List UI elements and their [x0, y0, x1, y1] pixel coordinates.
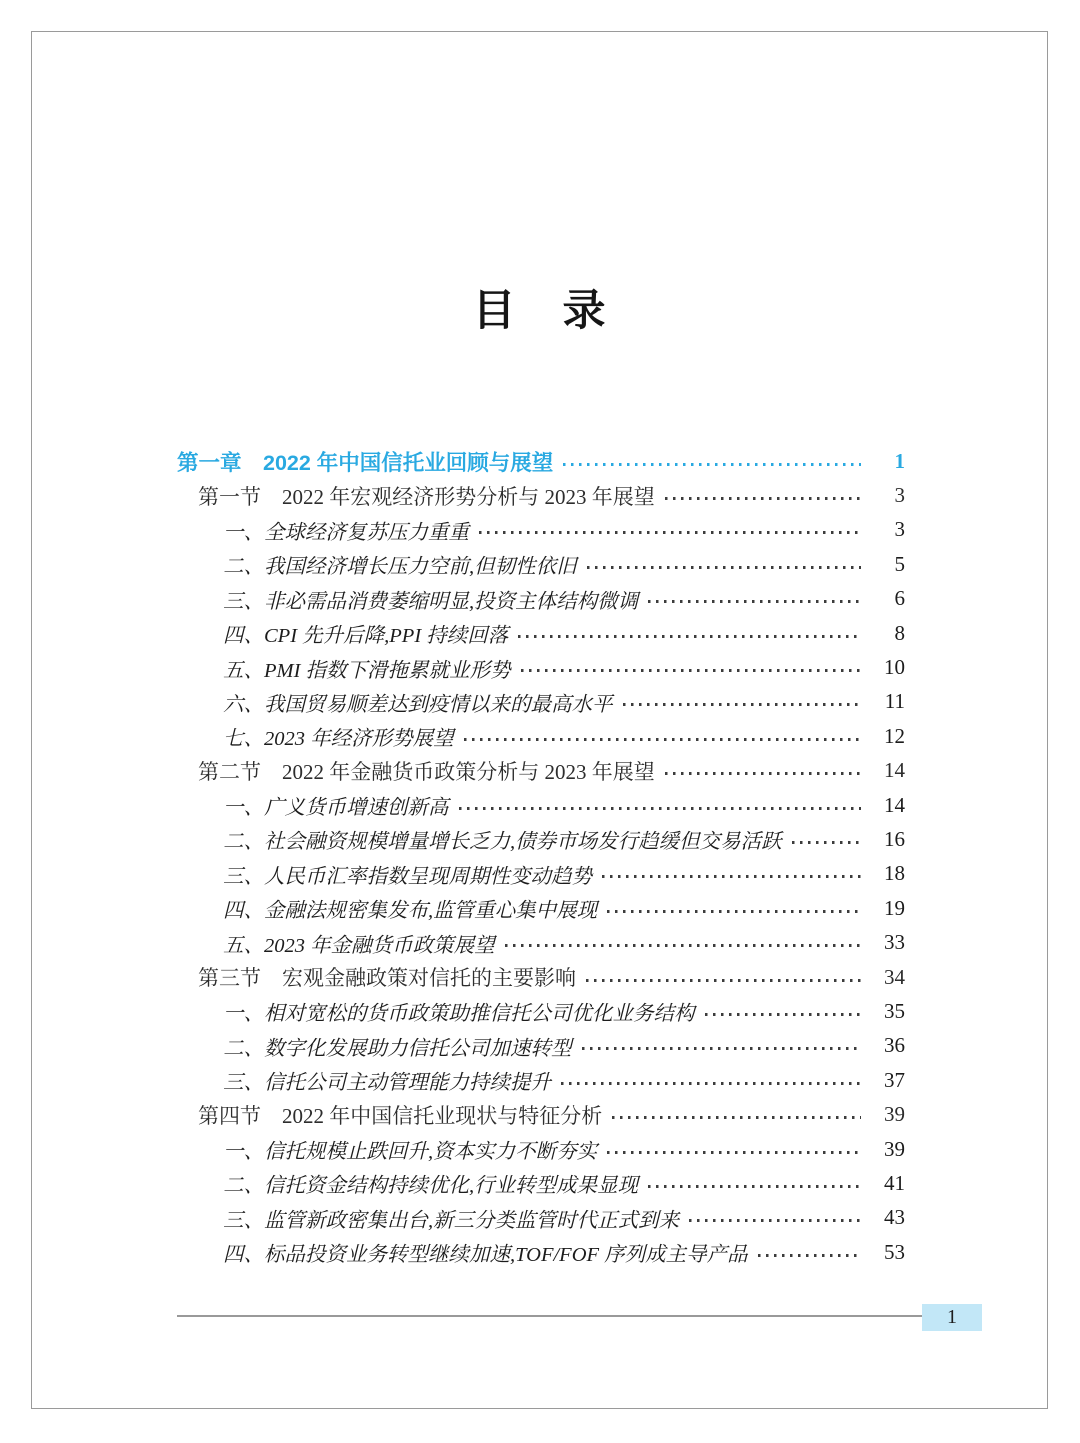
toc-dot-leader [689, 1219, 861, 1222]
toc-page-number: 8 [894, 620, 905, 645]
toc-entry-label: 四、金融法规密集发布,监管重心集中展现 [223, 900, 598, 923]
toc-dot-leader [479, 531, 861, 534]
toc-page-number: 39 [884, 1102, 905, 1127]
toc-entry-label: 三、监管新政密集出台,新三分类监管时代正式到来 [223, 1209, 680, 1232]
page-number-badge [922, 1304, 982, 1331]
page-number: 1 [947, 1306, 957, 1328]
toc-entry[interactable] [177, 478, 905, 512]
toc-entry-label: 五、PMI 指数下滑拖累就业形势 [223, 659, 511, 682]
toc-entry-label: 第二节 2022 年金融货币政策分析与 2023 年展望 [198, 759, 655, 784]
toc-entry[interactable] [177, 1029, 905, 1063]
toc-entry-label: 一、相对宽松的货币政策助推信托公司优化业务结构 [223, 1003, 695, 1026]
toc-dot-leader [607, 910, 861, 913]
toc-entry[interactable] [177, 1097, 905, 1131]
toc-dot-leader [505, 944, 861, 947]
toc-entry-label: 二、社会融资规模增量增长乏力,债券市场发行趋缓但交易活跃 [223, 831, 782, 854]
toc-page-number: 39 [884, 1136, 905, 1161]
toc-dot-leader [582, 1047, 862, 1050]
toc-entry-label: 四、标品投资业务转型继续加速,TOF/FOF 序列成主导产品 [223, 1244, 748, 1267]
toc-entry[interactable] [177, 719, 905, 753]
toc-dot-leader [612, 1116, 861, 1119]
toc-entry-label: 三、信托公司主动管理能力持续提升 [223, 1072, 551, 1095]
toc-page-number: 5 [894, 551, 905, 576]
toc-entry[interactable] [177, 650, 905, 684]
footer-rule [177, 1315, 923, 1317]
toc-entry[interactable] [177, 925, 905, 959]
toc-entry[interactable] [177, 788, 905, 822]
toc-entry[interactable] [177, 1235, 905, 1269]
toc-entry[interactable] [177, 857, 905, 891]
page-title: 目 录 [472, 287, 608, 335]
toc-dot-leader [521, 669, 861, 672]
toc-page-number: 12 [884, 723, 905, 748]
toc-page-number: 14 [884, 792, 905, 817]
toc-dot-leader [705, 1013, 862, 1016]
toc-page-number: 53 [884, 1239, 905, 1264]
toc-dot-leader [758, 1254, 861, 1257]
toc-entry-label: 三、人民币汇率指数呈现周期性变动趋势 [223, 865, 592, 888]
toc-dot-leader [792, 841, 861, 844]
toc-page-number: 35 [884, 998, 905, 1023]
toc-dot-leader [648, 1185, 861, 1188]
toc-entry-label: 一、信托规模止跌回升,资本实力不断夯实 [223, 1141, 598, 1163]
toc-page-number: 41 [884, 1170, 905, 1195]
toc-page-number: 34 [884, 964, 905, 989]
toc-dot-leader [464, 738, 861, 741]
toc-page-number: 33 [884, 930, 905, 955]
toc-entry-label: 第一节 2022 年宏观经济形势分析与 2023 年展望 [198, 484, 655, 509]
toc-entry-label: 二、我国经济增长压力空前,但韧性依旧 [223, 556, 577, 579]
toc-entry-label: 七、2023 年经济形势展望 [223, 728, 454, 751]
toc-entry[interactable] [177, 616, 905, 650]
toc-entry[interactable] [177, 685, 905, 719]
toc-dot-leader [665, 772, 861, 775]
toc-dot-leader [648, 600, 861, 603]
toc-entry-label: 一、广义货币增速创新高 [223, 797, 449, 820]
toc-entry[interactable] [177, 960, 905, 994]
toc-page-number: 43 [884, 1205, 905, 1230]
toc-entry-label: 四、CPI 先升后降,PPI 持续回落 [223, 625, 509, 648]
toc-dot-leader [587, 566, 861, 569]
toc-entry[interactable] [177, 1166, 905, 1200]
toc-entry[interactable] [177, 1201, 905, 1235]
toc-entry[interactable] [177, 754, 905, 788]
toc-page-number: 1 [894, 448, 905, 473]
toc-page-number: 6 [894, 586, 905, 611]
toc-page-number: 11 [884, 689, 905, 714]
toc-page-number: 36 [884, 1033, 905, 1058]
toc-entry-label: 第一章 2022 年中国信托业回顾与展望 [177, 450, 554, 475]
toc-entry[interactable] [177, 547, 905, 581]
toc-dot-leader [607, 1151, 861, 1154]
toc-entry-label: 第四节 2022 年中国信托业现状与特征分析 [198, 1103, 603, 1128]
toc-entry-label: 五、2023 年金融货币政策展望 [223, 934, 495, 957]
toc-entry[interactable] [177, 444, 905, 478]
toc-page-number: 3 [894, 483, 905, 508]
toc-dot-leader [602, 875, 861, 878]
toc-page-number: 16 [884, 826, 905, 851]
toc-dot-leader [623, 703, 862, 706]
toc-dot-leader [665, 497, 861, 500]
toc-entry[interactable] [177, 513, 905, 547]
toc-entry[interactable] [177, 1132, 905, 1166]
toc-entry[interactable] [177, 822, 905, 856]
toc-dot-leader [586, 979, 861, 982]
toc-page-number: 10 [884, 655, 905, 680]
toc-page-number: 19 [884, 895, 905, 920]
toc-dot-leader [518, 635, 861, 638]
toc-entry-label: 第三节 宏观金融政策对信托的主要影响 [198, 966, 576, 991]
toc-entry[interactable] [177, 1063, 905, 1097]
toc-entry-label: 二、信托资金结构持续优化,行业转型成果显现 [223, 1175, 639, 1198]
toc-page-number: 3 [894, 517, 905, 542]
toc-dot-leader [459, 807, 862, 810]
toc-entry-label: 三、非必需品消费萎缩明显,投资主体结构微调 [223, 590, 639, 613]
toc-page-number: 18 [884, 861, 905, 886]
toc-entry-label: 一、全球经济复苏压力重重 [223, 521, 469, 544]
toc-dot-leader [563, 463, 861, 466]
toc-page-number: 14 [884, 758, 905, 783]
toc-entry[interactable] [177, 582, 905, 616]
toc-dot-leader [561, 1082, 861, 1085]
toc-page-number: 37 [884, 1067, 905, 1092]
toc-list [177, 444, 905, 1269]
toc-entry-label: 二、数字化发展助力信托公司加速转型 [223, 1037, 572, 1060]
toc-entry[interactable] [177, 891, 905, 925]
toc-entry-label: 六、我国贸易顺差达到疫情以来的最高水平 [223, 693, 613, 716]
toc-entry[interactable] [177, 994, 905, 1028]
